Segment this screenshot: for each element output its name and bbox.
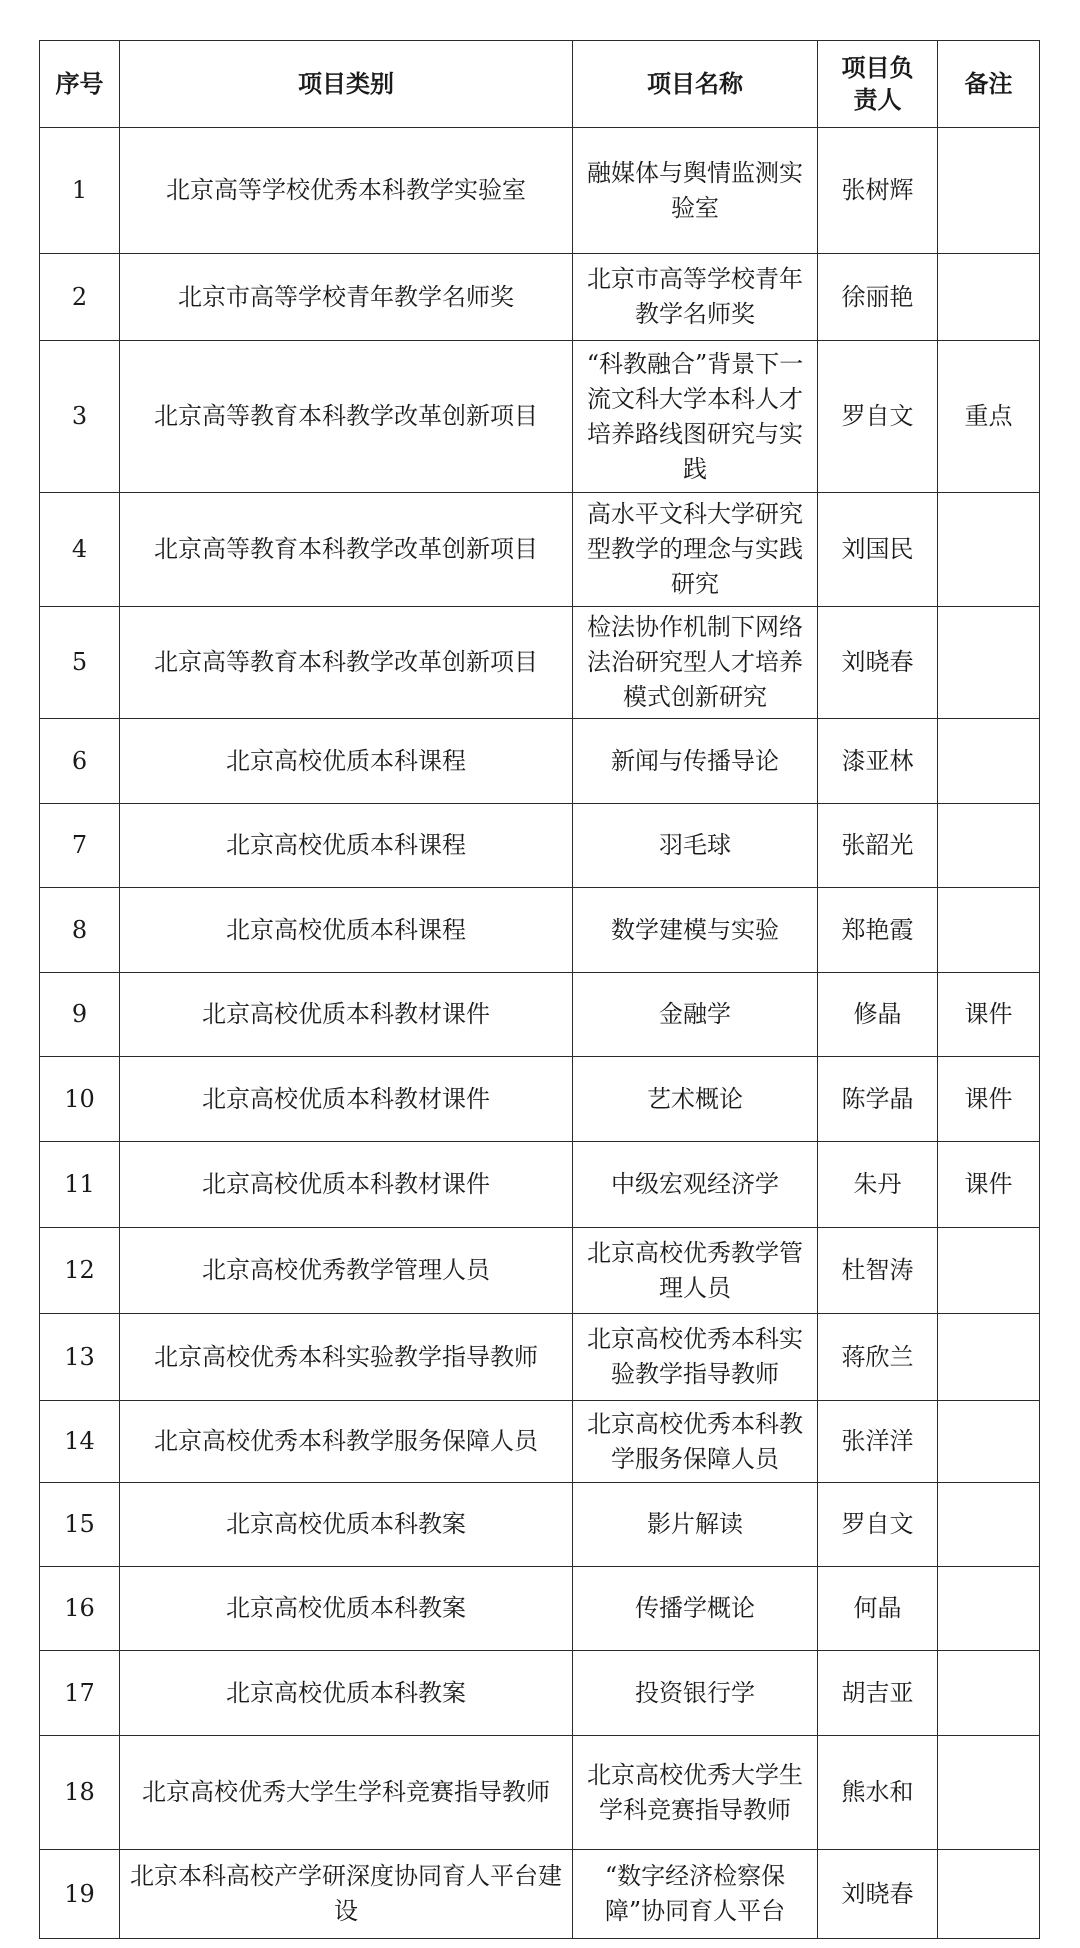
cell-project-name: 中级宏观经济学 xyxy=(573,1142,818,1228)
cell-no: 8 xyxy=(40,888,120,973)
table-row xyxy=(40,1401,1040,1483)
cell-remark xyxy=(938,493,1040,607)
cell-remark xyxy=(938,1314,1040,1401)
cell-remark: 课件 xyxy=(938,1142,1040,1228)
cell-leader: 漆亚林 xyxy=(818,719,938,804)
cell-remark xyxy=(938,1736,1040,1850)
cell-no: 18 xyxy=(40,1736,120,1850)
cell-project-name: 艺术概论 xyxy=(573,1057,818,1142)
cell-category: 北京高校优质本科教案 xyxy=(120,1567,573,1651)
cell-no: 16 xyxy=(40,1567,120,1651)
cell-no: 19 xyxy=(40,1850,120,1939)
cell-category: 北京高校优秀本科教学服务保障人员 xyxy=(120,1401,573,1483)
table-row xyxy=(40,341,1040,493)
cell-no: 9 xyxy=(40,973,120,1057)
table-row xyxy=(40,804,1040,888)
cell-category: 北京高校优秀大学生学科竞赛指导教师 xyxy=(120,1736,573,1850)
cell-no: 10 xyxy=(40,1057,120,1142)
cell-leader: 张韶光 xyxy=(818,804,938,888)
cell-no: 13 xyxy=(40,1314,120,1401)
cell-category: 北京本科高校产学研深度协同育人平台建设 xyxy=(120,1850,573,1939)
cell-leader: 郑艳霞 xyxy=(818,888,938,973)
table-row xyxy=(40,1228,1040,1314)
cell-remark xyxy=(938,607,1040,719)
cell-leader: 何晶 xyxy=(818,1567,938,1651)
cell-project-name: 数学建模与实验 xyxy=(573,888,818,973)
cell-remark xyxy=(938,1483,1040,1567)
cell-project-name: 北京高校优秀本科教学服务保障人员 xyxy=(573,1401,818,1483)
cell-leader: 张树辉 xyxy=(818,128,938,254)
cell-project-name: 北京高校优秀教学管理人员 xyxy=(573,1228,818,1314)
cell-no: 7 xyxy=(40,804,120,888)
cell-category: 北京高等教育本科教学改革创新项目 xyxy=(120,493,573,607)
table-row xyxy=(40,1567,1040,1651)
cell-no: 4 xyxy=(40,493,120,607)
cell-category: 北京高校优质本科教案 xyxy=(120,1651,573,1736)
cell-leader: 徐丽艳 xyxy=(818,254,938,341)
header-no: 序号 xyxy=(40,41,120,128)
cell-project-name: 新闻与传播导论 xyxy=(573,719,818,804)
cell-category: 北京高校优质本科课程 xyxy=(120,719,573,804)
table-row xyxy=(40,888,1040,973)
cell-project-name: 金融学 xyxy=(573,973,818,1057)
table-row xyxy=(40,493,1040,607)
cell-remark xyxy=(938,719,1040,804)
cell-category: 北京高校优质本科教案 xyxy=(120,1483,573,1567)
header-category: 项目类别 xyxy=(120,41,573,128)
cell-remark xyxy=(938,1401,1040,1483)
table-row xyxy=(40,1736,1040,1850)
table-row xyxy=(40,1314,1040,1401)
cell-no: 1 xyxy=(40,128,120,254)
cell-project-name: 投资银行学 xyxy=(573,1651,818,1736)
cell-category: 北京高校优质本科教材课件 xyxy=(120,973,573,1057)
cell-leader: 罗自文 xyxy=(818,341,938,493)
header-leader: 项目负责人 xyxy=(818,41,938,128)
cell-no: 2 xyxy=(40,254,120,341)
cell-project-name: 传播学概论 xyxy=(573,1567,818,1651)
cell-category: 北京高校优秀教学管理人员 xyxy=(120,1228,573,1314)
cell-project-name: 融媒体与舆情监测实验室 xyxy=(573,128,818,254)
cell-category: 北京高等教育本科教学改革创新项目 xyxy=(120,607,573,719)
cell-project-name: 检法协作机制下网络法治研究型人才培养模式创新研究 xyxy=(573,607,818,719)
cell-category: 北京高校优质本科教材课件 xyxy=(120,1142,573,1228)
table-row xyxy=(40,1057,1040,1142)
table-row xyxy=(40,1651,1040,1736)
cell-project-name: 北京高校优秀大学生学科竞赛指导教师 xyxy=(573,1736,818,1850)
cell-remark xyxy=(938,888,1040,973)
cell-project-name: “数字经济检察保障”协同育人平台 xyxy=(573,1850,818,1939)
cell-leader: 刘晓春 xyxy=(818,607,938,719)
cell-remark xyxy=(938,1228,1040,1314)
cell-category: 北京高等教育本科教学改革创新项目 xyxy=(120,341,573,493)
cell-leader: 刘国民 xyxy=(818,493,938,607)
table-row xyxy=(40,1142,1040,1228)
cell-no: 5 xyxy=(40,607,120,719)
cell-remark: 课件 xyxy=(938,973,1040,1057)
cell-category: 北京高校优秀本科实验教学指导教师 xyxy=(120,1314,573,1401)
cell-leader: 张洋洋 xyxy=(818,1401,938,1483)
table-row xyxy=(40,607,1040,719)
table-row xyxy=(40,128,1040,254)
cell-category: 北京高等学校优秀本科教学实验室 xyxy=(120,128,573,254)
cell-category: 北京市高等学校青年教学名师奖 xyxy=(120,254,573,341)
cell-no: 17 xyxy=(40,1651,120,1736)
cell-no: 11 xyxy=(40,1142,120,1228)
table-body xyxy=(40,128,1040,1939)
cell-leader: 熊水和 xyxy=(818,1736,938,1850)
cell-category: 北京高校优质本科课程 xyxy=(120,888,573,973)
header-name: 项目名称 xyxy=(573,41,818,128)
header-remark: 备注 xyxy=(938,41,1040,128)
cell-project-name: 北京高校优秀本科实验教学指导教师 xyxy=(573,1314,818,1401)
cell-leader: 朱丹 xyxy=(818,1142,938,1228)
table-row xyxy=(40,1850,1040,1939)
cell-no: 12 xyxy=(40,1228,120,1314)
cell-remark xyxy=(938,1567,1040,1651)
header-row xyxy=(40,41,1040,128)
cell-leader: 杜智涛 xyxy=(818,1228,938,1314)
cell-no: 6 xyxy=(40,719,120,804)
table-row xyxy=(40,973,1040,1057)
cell-no: 3 xyxy=(40,341,120,493)
cell-remark xyxy=(938,254,1040,341)
cell-project-name: 高水平文科大学研究型教学的理念与实践研究 xyxy=(573,493,818,607)
cell-remark xyxy=(938,804,1040,888)
cell-category: 北京高校优质本科教材课件 xyxy=(120,1057,573,1142)
cell-remark: 课件 xyxy=(938,1057,1040,1142)
awards-table xyxy=(39,40,1040,1939)
cell-no: 14 xyxy=(40,1401,120,1483)
cell-project-name: “科教融合”背景下一流文科大学本科人才培养路线图研究与实践 xyxy=(573,341,818,493)
cell-leader: 蒋欣兰 xyxy=(818,1314,938,1401)
cell-remark xyxy=(938,128,1040,254)
table-row xyxy=(40,254,1040,341)
cell-project-name: 北京市高等学校青年教学名师奖 xyxy=(573,254,818,341)
cell-remark: 重点 xyxy=(938,341,1040,493)
cell-remark xyxy=(938,1850,1040,1939)
cell-category: 北京高校优质本科课程 xyxy=(120,804,573,888)
cell-leader: 胡吉亚 xyxy=(818,1651,938,1736)
cell-leader: 刘晓春 xyxy=(818,1850,938,1939)
table-row xyxy=(40,1483,1040,1567)
cell-leader: 修晶 xyxy=(818,973,938,1057)
cell-project-name: 影片解读 xyxy=(573,1483,818,1567)
table-row xyxy=(40,719,1040,804)
cell-leader: 陈学晶 xyxy=(818,1057,938,1142)
cell-remark xyxy=(938,1651,1040,1736)
cell-leader: 罗自文 xyxy=(818,1483,938,1567)
cell-project-name: 羽毛球 xyxy=(573,804,818,888)
cell-no: 15 xyxy=(40,1483,120,1567)
